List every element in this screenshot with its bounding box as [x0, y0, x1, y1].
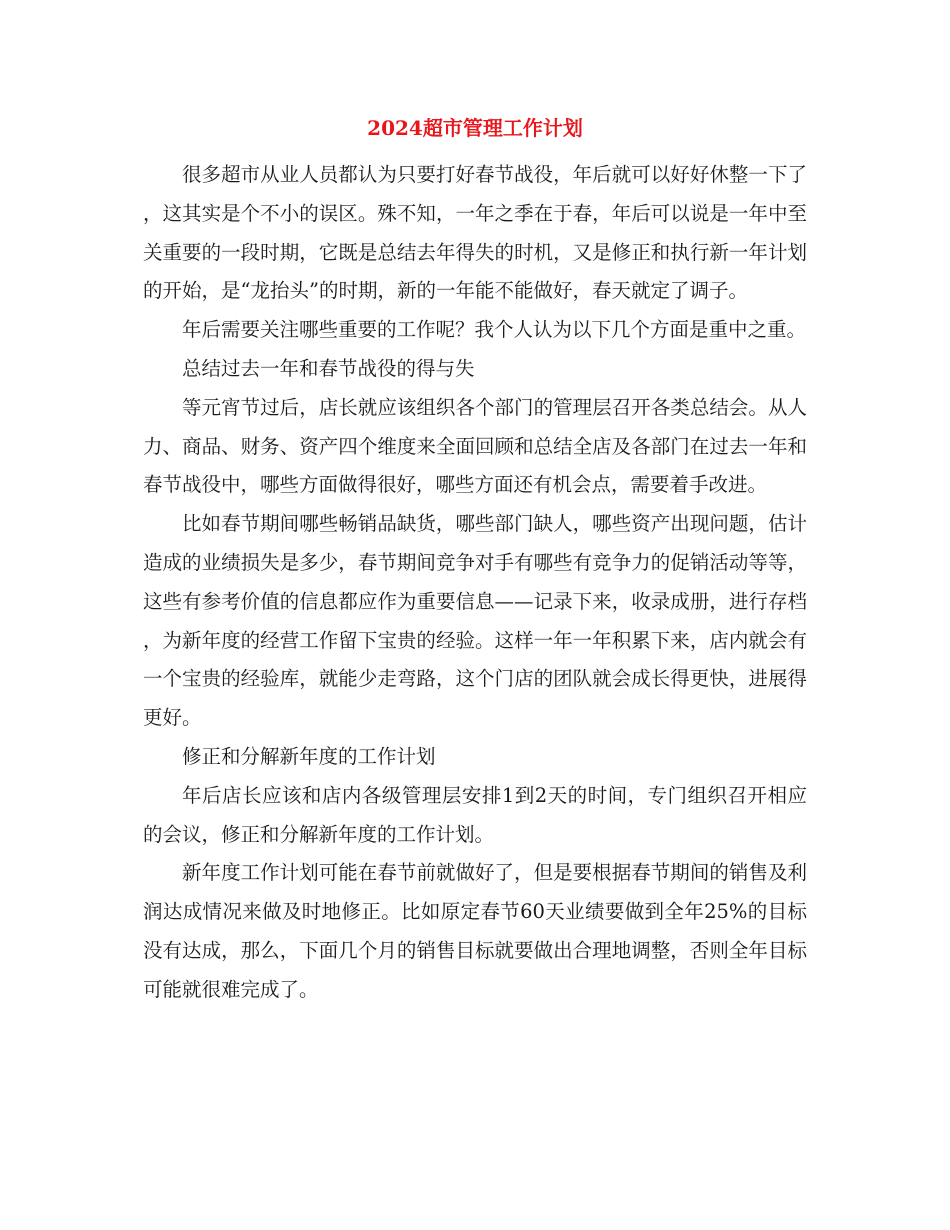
paragraph-plan-meeting: 年后店长应该和店内各级管理层安排1到2天的时间，专门组织召开相应的会议，修正和分解新年度的工作计划。 [143, 783, 807, 846]
paragraph-summary-meeting: 等元宵节过后，店长就应该组织各个部门的管理层召开各类总结会。从人力、商品、财务、资产四个维度来全面回顾和总结全店及各部门在过去一年和春节战役中，哪些方面做得很好，哪些方面还有机会点，需要着手改进。 [143, 395, 807, 497]
paragraph-summary-example: 比如春节期间哪些畅销品缺货，哪些部门缺人，哪些资产出现问题，估计造成的业绩损失是多少，春节期间竞争对手有哪些有竞争力的促销活动等等，这些有参考价值的信息都应作为重要信息——记录下来，收录成册，进行存档，为新年度的经营工作留下宝贵的经验。这样一年一年积累下来，店内就会有一个宝贵的经验库，就能少走弯路，这个门店的团队就会成长得更快，进展得更好。 [143, 512, 807, 730]
paragraph-question: 年后需要关注哪些重要的工作呢？我个人认为以下几个方面是重中之重。 [182, 318, 807, 342]
document-body [143, 156, 807, 1010]
section-heading-plan: 修正和分解新年度的工作计划 [182, 744, 436, 768]
document-title: 2024超市管理工作计划 [367, 116, 583, 140]
section-heading-summary: 总结过去一年和春节战役的得与失 [182, 356, 475, 380]
paragraph-intro: 很多超市从业人员都认为只要打好春节战役，年后就可以好好休整一下了，这其实是个不小的误区。殊不知，一年之季在于春，年后可以说是一年中至关重要的一段时期，它既是总结去年得失的时机，又是修正和执行新一年计划的开始，是“龙抬头”的时期，新的一年能不能做好，春天就定了调子。 [143, 163, 807, 303]
paragraph-plan-revision: 新年度工作计划可能在春节前就做好了，但是要根据春节期间的销售及利润达成情况来做及时地修正。比如原定春节60天业绩要做到全年25%的目标没有达成，那么，下面几个月的销售目标就要做出合理地调整，否则全年目标可能就很难完成了。 [143, 861, 807, 1001]
